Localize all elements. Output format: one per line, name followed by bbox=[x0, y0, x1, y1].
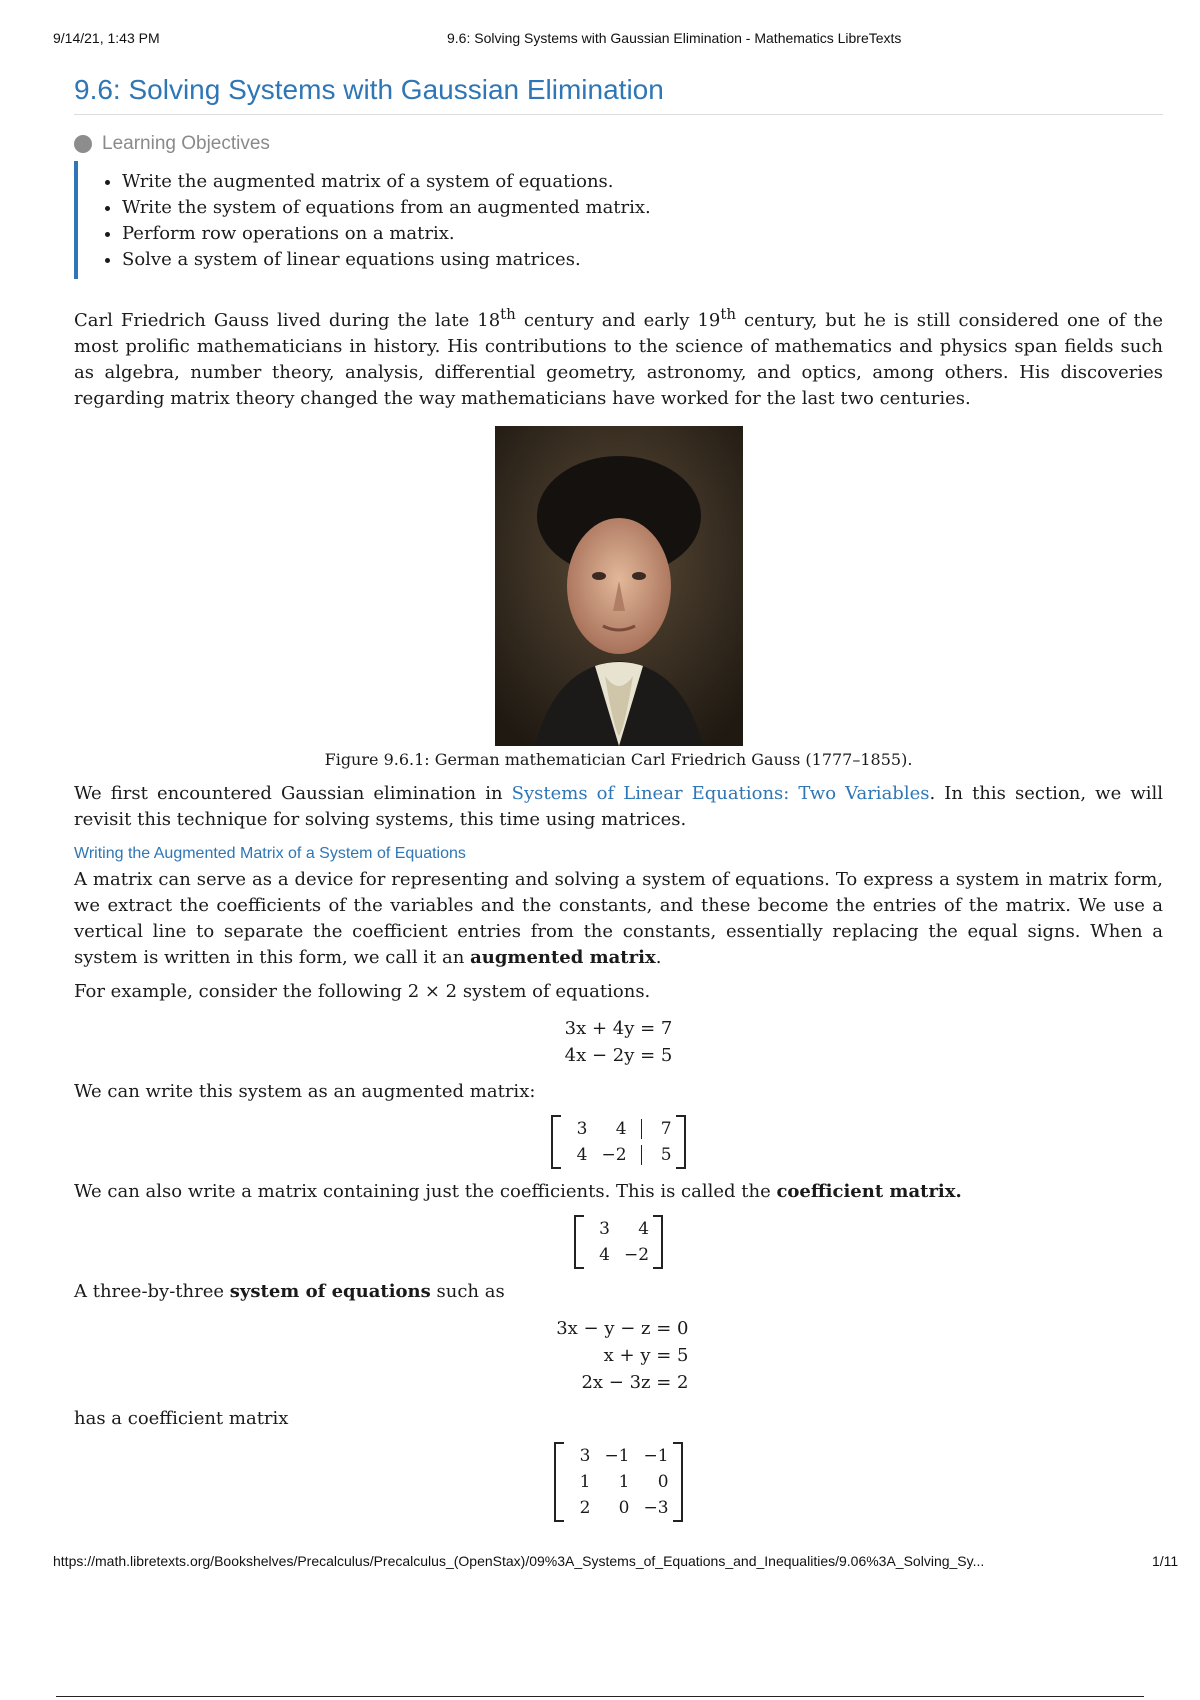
intro-text: century and early 19 bbox=[515, 310, 721, 331]
matrix-cell: 4 bbox=[599, 1245, 610, 1265]
coefficient-matrix bbox=[574, 1215, 663, 1269]
coefficient-matrix-3x3 bbox=[554, 1442, 682, 1522]
paragraph-text: . bbox=[655, 947, 662, 968]
equation: x + y = 5 bbox=[603, 1345, 689, 1366]
objective-item: • Write the system of equations from an augmented matrix. bbox=[122, 195, 1163, 221]
print-footer-url: https://math.libretexts.org/Bookshelves/Precalculus/Precalculus_(OpenStax)/09%3A_Systems_of_Equations_and_Inequalities/9.06%3A_Solving_Sy... bbox=[53, 1553, 985, 1569]
paragraph-text: A three-by-three bbox=[74, 1281, 230, 1302]
paragraph-text: . In this section, we will revisit this technique for solving systems, this time using matrices. bbox=[74, 783, 1163, 830]
paragraph-text: We first encountered Gaussian elimination in bbox=[74, 783, 512, 804]
equation: 3x + 4y = 7 bbox=[564, 1018, 673, 1039]
bottom-divider bbox=[56, 1696, 1144, 1697]
matrix-cell: 4 bbox=[576, 1145, 588, 1165]
section-heading: Writing the Augmented Matrix of a System of Equations bbox=[74, 845, 466, 862]
paragraph-text: We can also write a matrix containing just the coefficients. This is called the bbox=[74, 1181, 777, 1202]
objectives-icon bbox=[74, 135, 92, 153]
bold-term: coefficient matrix. bbox=[776, 1181, 962, 1202]
augmented-matrix bbox=[551, 1115, 685, 1169]
article bbox=[74, 68, 1163, 1532]
matrix-cell: 0 bbox=[657, 1472, 669, 1492]
bold-term: augmented matrix bbox=[470, 947, 656, 968]
print-footer-page-count: 1/11 bbox=[1152, 1553, 1179, 1569]
matrix-cell: 3 bbox=[576, 1119, 588, 1139]
matrix-cell: 3 bbox=[579, 1446, 591, 1466]
matrix-cell: 4 bbox=[638, 1219, 650, 1239]
systems-two-variables-link[interactable]: Systems of Linear Equations: Two Variables bbox=[511, 783, 930, 804]
equation: 3x − y − z = 0 bbox=[556, 1318, 689, 1339]
matrix-cell: −3 bbox=[643, 1498, 669, 1518]
superscript: th bbox=[500, 305, 516, 323]
matrix-paragraph bbox=[74, 867, 1163, 971]
intro-text: Carl Friedrich Gauss lived during the late 18 bbox=[74, 310, 501, 331]
matrix-cell: 0 bbox=[618, 1498, 630, 1518]
bold-term: system of equations bbox=[229, 1281, 431, 1302]
matrix-cell: 1 bbox=[618, 1472, 630, 1492]
learning-objectives-box bbox=[74, 161, 1163, 279]
paragraph-text: such as bbox=[430, 1281, 505, 1302]
objective-item: • Solve a system of linear equations using matrices. bbox=[122, 247, 1163, 273]
matrix-cell: 5 bbox=[641, 1145, 672, 1165]
matrix-cell: −2 bbox=[601, 1145, 627, 1165]
learning-objectives-header bbox=[74, 133, 1163, 155]
objectives-list bbox=[94, 169, 1163, 273]
learning-objectives-heading: Learning Objectives bbox=[102, 133, 270, 154]
intro-paragraph bbox=[74, 301, 1163, 412]
matrix-cell: 3 bbox=[599, 1219, 610, 1239]
figure-caption: Figure 9.6.1: German mathematician Carl Friedrich Gauss (1777–1855). bbox=[324, 750, 913, 769]
paragraph-text: A matrix can serve as a device for representing and solving a system of equations. To express a system in matrix form, we extract the coefficients of the variables and the constants, and these become the entries of the matrix. We use a vertical line to separate the coefficient entries from the constants, essentially replacing the equal signs. When a system is written in this form, we call it an bbox=[74, 869, 1163, 968]
equation: 4x − 2y = 5 bbox=[564, 1045, 673, 1066]
matrix-cell: 2 bbox=[579, 1498, 591, 1518]
superscript: th bbox=[720, 305, 737, 323]
matrix-cell: 4 bbox=[615, 1119, 627, 1139]
figure bbox=[74, 426, 1163, 769]
matrix-cell: −1 bbox=[643, 1446, 669, 1466]
first-paragraph bbox=[74, 781, 1163, 833]
matrix-cell: −2 bbox=[623, 1245, 650, 1265]
print-header-title: 9.6: Solving Systems with Gaussian Elimination - Mathematics LibreTexts bbox=[447, 30, 902, 46]
gauss-portrait-image bbox=[495, 426, 743, 746]
equation: 2x − 3z = 2 bbox=[581, 1372, 689, 1393]
coefficient-paragraph bbox=[74, 1179, 1163, 1205]
objective-item: • Perform row operations on a matrix. bbox=[122, 221, 1163, 247]
intro-text: century, but he is still considered one of the most prolific mathematicians in history. His contributions to the science of mathematics and physics span fields such as algebra, number theory, analysis, differential geometry, astronomy, and optics, among others. His discoveries regarding matrix theory changed the way mathematicians have worked for the last two centuries. bbox=[74, 310, 1163, 409]
page-title: 9.6: Solving Systems with Gaussian Elimination bbox=[74, 74, 1163, 115]
three-by-three-paragraph bbox=[74, 1279, 1163, 1305]
matrix-cell: −1 bbox=[604, 1446, 630, 1466]
print-header-datetime: 9/14/21, 1:43 PM bbox=[53, 30, 160, 46]
matrix-cell: 1 bbox=[579, 1472, 591, 1492]
system-of-equations-2 bbox=[549, 1315, 689, 1396]
objective-item: • Write the augmented matrix of a system of equations. bbox=[122, 169, 1163, 195]
augmented-intro: We can write this system as an augmented matrix: bbox=[74, 1081, 536, 1102]
matrix-cell: 7 bbox=[641, 1119, 672, 1139]
example-paragraph: For example, consider the following 2 × 2 system of equations. bbox=[74, 981, 651, 1002]
has-coefficient-paragraph: has a coefficient matrix bbox=[74, 1408, 289, 1429]
system-of-equations-1 bbox=[74, 1015, 1163, 1069]
